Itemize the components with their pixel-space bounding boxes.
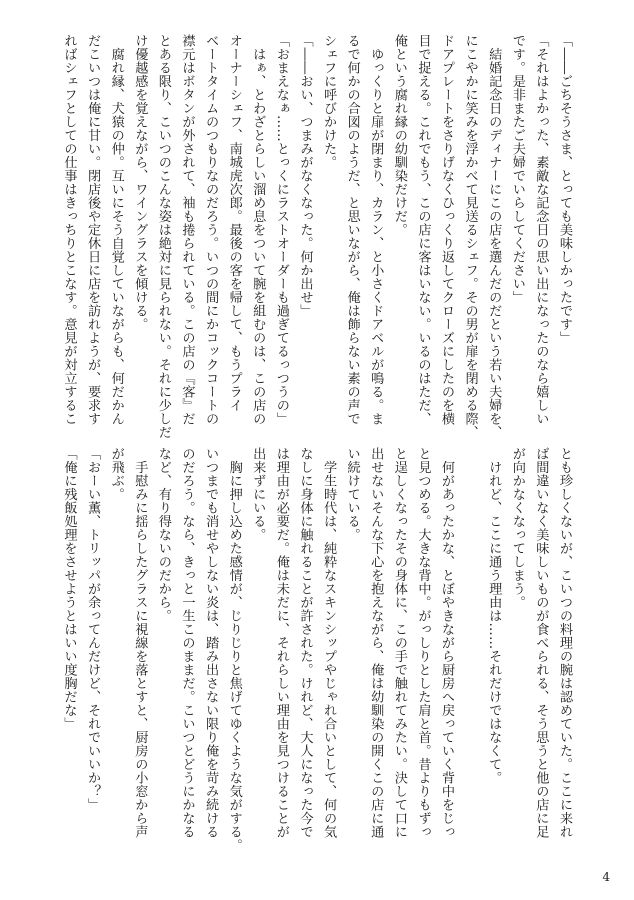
text-line: 「おーい薫、トリッパが余ってんだけど、それでいいか？」	[85, 447, 101, 812]
text-line: とある限り、こいつのこんな姿は絶対に見られない。それに少しだ	[155, 34, 171, 439]
text-line: ベートタイムのつもりなのだろう。いつの間にかコックコートの	[203, 34, 219, 426]
text-line: 「――おい、つまみがなくなった。何か出せ」	[297, 34, 313, 318]
text-line: は理由が必要だ。俺は未だに、それらしい理由を見つけることが	[273, 447, 289, 839]
text-line: ば間違いなく美味しいものが食べられる、そう思うと他の店に足	[533, 447, 549, 839]
text-line: のだろう。なら、きっと一生このままだ。こいつとどうにかなる	[179, 447, 195, 839]
text-line: です。是非またご夫婦でいらしてください」	[509, 34, 525, 304]
text-line: 胸に押し込めた感情が、じりじりと焦げてゆくような気がする。	[226, 447, 242, 852]
text-line: 出来ずにいる。	[250, 447, 266, 542]
text-line: オーナーシェフ、南城虎次郎。最後の客を帰して、もうプライ	[226, 34, 242, 412]
text-line: が向かなくなってしまう。	[509, 447, 525, 609]
text-line: なしに身体に触れることが許された。けれど、大人になった今で	[297, 447, 313, 839]
text-line: ドアプレートをさりげなくひっくり返してクローズにしたのを横	[439, 34, 455, 426]
text-line: とも珍しくないが、こいつの料理の腕は認めていた。ここに来れ	[557, 447, 572, 839]
text-line: いつまでも消せやしない炎は、踏み出さない限り俺を苛み続ける	[203, 447, 219, 839]
text-line: だこいつは俺に甘い。閉店後や定休日に店を訪れようが、要求す	[85, 34, 101, 426]
text-line: 俺という腐れ縁の幼馴染だけだ。	[391, 34, 407, 237]
text-line: 目で捉える。これでもう、この店に客はいない。いるのはただ、	[415, 34, 431, 426]
text-line: 腐れ縁、犬猿の仲。互いにそう自覚していながらも、何だかん	[108, 34, 124, 426]
text-line: はぁ、とわざとらしい溜め息をついて腕を組むのは、この店の	[250, 34, 266, 426]
text-line: ればシェフとしての仕事はきっちりとこなす。意見が対立するこ	[61, 34, 77, 426]
text-line: 出せないそんな下心を抱えながら、俺は幼馴染の開くこの店に通	[368, 447, 384, 839]
text-line: 手慰みに揺らしたグラスに視線を落とすと、厨房の小窓から声	[132, 447, 148, 839]
text-line: 結婚記念日のディナーにこの店を選んだのだという若い夫婦を、	[486, 34, 502, 439]
text-line: が飛ぶ。	[108, 447, 124, 501]
text-line: 「俺に残飯処理をさせようとはいい度胸だな」	[61, 447, 77, 731]
text-line: シェフに呼びかけた。	[321, 34, 337, 169]
text-line: など、有り得ないのだから。	[155, 447, 171, 623]
text-line: にこやかに笑みを浮かべて見送るシェフ。その男が扉を閉める際、	[462, 34, 478, 439]
text-line: 「それはよかった、素敵な記念日の思い出になったのなら嬉しい	[533, 34, 549, 426]
text-line	[458, 447, 482, 830]
text-line: ゆっくりと扉が閉まり、カラン、と小さくドアベルが鳴る。ま	[368, 34, 384, 426]
page-number: 4	[602, 870, 610, 884]
text-line: 「おまえなぁ……とっくにラストオーダーも過ぎてるっつうの」	[273, 34, 289, 426]
lower-text-block	[36, 447, 576, 852]
text-line: け優越感を覚えながら、ワイングラスを傾ける。	[132, 34, 148, 331]
text-line: 襟元はボタンが外されて、袖も捲られている。この店の『客』だ	[179, 34, 195, 426]
upper-text-block	[36, 34, 576, 439]
text-line: と見つめる。大きな背中。がっしりとした肩と首。昔よりもずっ	[415, 447, 431, 839]
text-line: い続けている。	[344, 447, 360, 542]
text-line: けれど、ここに通う理由は……それだけではなくて。	[486, 447, 502, 785]
text-line: 「――ごちそうさま、とっても美味しかったです」	[557, 34, 572, 345]
text-line: と逞しくなったその身体に、この手で触れてみたい。決して口に	[391, 447, 407, 839]
text-line: るで何かの合図のようだ、と思いながら、俺は飾らない素の声で	[344, 34, 360, 426]
text-line: 何があったかな、とぼやきながら厨房へ戻っていく背中をじっ	[439, 447, 455, 839]
text-line: 学生時代は、純粋なスキンシップやじゃれ合いとして、何の気	[321, 447, 337, 839]
